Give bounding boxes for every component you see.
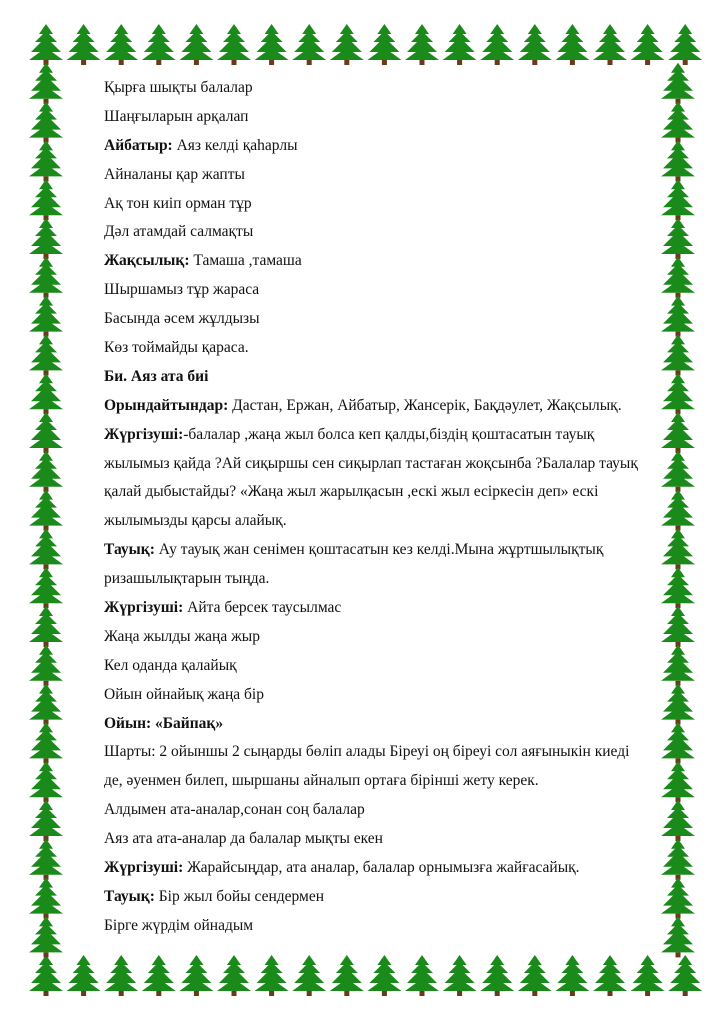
christmas-tree-icon bbox=[29, 722, 63, 763]
text-line bbox=[104, 594, 660, 623]
speaker-label: Би. Аяз ата биі bbox=[104, 367, 209, 385]
speaker-label: Жүргізуші: bbox=[104, 425, 184, 443]
line-text: Айналаны қар жапты bbox=[104, 165, 245, 183]
christmas-tree-icon bbox=[661, 334, 695, 375]
line-text: Аяз келді қаһарлы bbox=[172, 136, 298, 154]
christmas-tree-icon bbox=[330, 24, 364, 65]
christmas-tree-icon bbox=[593, 24, 627, 65]
christmas-tree-icon bbox=[29, 412, 63, 453]
text-line bbox=[104, 247, 660, 276]
text-line bbox=[104, 854, 660, 883]
text-line bbox=[104, 218, 660, 247]
christmas-tree-icon bbox=[29, 684, 63, 725]
christmas-tree-icon bbox=[661, 218, 695, 259]
christmas-tree-icon bbox=[555, 24, 589, 65]
christmas-tree-icon bbox=[661, 490, 695, 531]
christmas-tree-icon bbox=[29, 334, 63, 375]
christmas-tree-icon bbox=[405, 24, 439, 65]
christmas-tree-icon bbox=[518, 955, 552, 996]
line-text: ризашылықтарын тыңда. bbox=[104, 570, 270, 588]
speaker-label: Жүргізуші: bbox=[104, 599, 184, 617]
text-line bbox=[104, 190, 660, 219]
speaker-label: Тауық: bbox=[104, 541, 155, 559]
text-line bbox=[104, 421, 660, 450]
text-line bbox=[104, 565, 660, 594]
speaker-label: Тауық: bbox=[104, 887, 155, 905]
christmas-tree-icon bbox=[29, 955, 63, 996]
line-text: жылымызды қарсы алайық. bbox=[104, 512, 287, 530]
christmas-tree-icon bbox=[443, 24, 477, 65]
text-line bbox=[104, 74, 660, 103]
line-text: жылымыз қайда ?Ай сиқыршы сен сиқырлап тастаған жоқсынба ?Балалар тауық bbox=[104, 454, 638, 472]
line-text: Шаңғыларын арқалап bbox=[104, 107, 249, 125]
christmas-tree-icon bbox=[142, 24, 176, 65]
christmas-tree-icon bbox=[29, 490, 63, 531]
text-line bbox=[104, 132, 660, 161]
christmas-tree-icon bbox=[661, 722, 695, 763]
text-line bbox=[104, 507, 660, 536]
text-line bbox=[104, 363, 660, 392]
christmas-tree-icon bbox=[217, 24, 251, 65]
christmas-tree-icon bbox=[142, 955, 176, 996]
christmas-tree-icon bbox=[480, 955, 514, 996]
christmas-tree-icon bbox=[661, 257, 695, 298]
christmas-tree-icon bbox=[661, 140, 695, 181]
christmas-tree-icon bbox=[255, 955, 289, 996]
christmas-tree-icon bbox=[29, 451, 63, 492]
text-line bbox=[104, 450, 660, 479]
christmas-tree-icon bbox=[29, 878, 63, 919]
christmas-tree-icon bbox=[67, 955, 101, 996]
christmas-tree-icon bbox=[661, 567, 695, 608]
christmas-tree-icon bbox=[29, 218, 63, 259]
christmas-tree-icon bbox=[217, 955, 251, 996]
christmas-tree-icon bbox=[29, 916, 63, 957]
christmas-tree-icon bbox=[29, 528, 63, 569]
text-line bbox=[104, 825, 660, 854]
christmas-tree-icon bbox=[593, 955, 627, 996]
christmas-tree-icon bbox=[29, 296, 63, 337]
christmas-tree-icon bbox=[29, 761, 63, 802]
line-text: де, әуенмен билеп, шыршаны айналып ортаға бірінші жету керек. bbox=[104, 772, 539, 790]
line-text: Ақ тон киіп орман тұр bbox=[104, 194, 252, 212]
christmas-tree-icon bbox=[661, 412, 695, 453]
line-text: Ойын ойнайық жаңа бір bbox=[104, 685, 264, 703]
christmas-tree-icon bbox=[29, 24, 63, 65]
speaker-label: Орындайтындар: bbox=[104, 396, 229, 414]
line-text: Жаңа жылды жаңа жыр bbox=[104, 627, 260, 645]
christmas-tree-icon bbox=[661, 102, 695, 143]
speaker-label: Жүргізуші: bbox=[104, 859, 184, 877]
line-text: -балалар ,жаңа жыл болса кеп қалды,біздің қоштасатын тауық bbox=[183, 425, 595, 443]
line-text: Алдымен ата-аналар,сонан соң балалар bbox=[104, 801, 365, 819]
christmas-tree-icon bbox=[661, 684, 695, 725]
christmas-tree-icon bbox=[661, 63, 695, 104]
christmas-tree-icon bbox=[631, 955, 665, 996]
christmas-tree-icon bbox=[367, 955, 401, 996]
christmas-tree-icon bbox=[255, 24, 289, 65]
christmas-tree-icon bbox=[29, 179, 63, 220]
christmas-tree-icon bbox=[661, 373, 695, 414]
line-text: Кел оданда қалайық bbox=[104, 656, 237, 674]
christmas-tree-icon bbox=[668, 955, 702, 996]
christmas-tree-icon bbox=[29, 606, 63, 647]
text-line bbox=[104, 796, 660, 825]
line-text: Дастан, Ержан, Айбатыр, Жансерік, Бақдәулет, Жақсылық. bbox=[228, 396, 622, 414]
line-text: Бірге жүрдім ойнадым bbox=[104, 916, 254, 934]
christmas-tree-icon bbox=[518, 24, 552, 65]
christmas-tree-icon bbox=[480, 24, 514, 65]
text-line bbox=[104, 710, 660, 739]
christmas-tree-icon bbox=[292, 24, 326, 65]
christmas-tree-icon bbox=[292, 955, 326, 996]
line-text: Ау тауық жан сенімен қоштасатын кез келді.Мына жұртшылықтық bbox=[154, 541, 604, 559]
christmas-tree-icon bbox=[661, 839, 695, 880]
line-text: Шарты: 2 ойыншы 2 сыңарды бөліп алады Біреуі оң біреуі сол аяғыныкін киеді bbox=[104, 743, 630, 761]
christmas-tree-icon bbox=[67, 24, 101, 65]
christmas-tree-icon bbox=[29, 839, 63, 880]
line-text: Дәл атамдай салмақты bbox=[104, 223, 254, 241]
christmas-tree-icon bbox=[668, 24, 702, 65]
line-text: Қырға шықты балалар bbox=[104, 79, 253, 96]
christmas-tree-icon bbox=[661, 916, 695, 957]
christmas-tree-icon bbox=[661, 761, 695, 802]
text-line bbox=[104, 681, 660, 710]
christmas-tree-icon bbox=[29, 645, 63, 686]
christmas-tree-icon bbox=[29, 140, 63, 181]
christmas-tree-icon bbox=[330, 955, 364, 996]
christmas-tree-icon bbox=[29, 800, 63, 841]
text-line bbox=[104, 103, 660, 132]
line-text: Тамаша ,тамаша bbox=[189, 252, 302, 270]
christmas-tree-icon bbox=[29, 102, 63, 143]
christmas-tree-icon bbox=[661, 800, 695, 841]
christmas-tree-icon bbox=[661, 528, 695, 569]
text-line bbox=[104, 392, 660, 421]
christmas-tree-icon bbox=[405, 955, 439, 996]
line-text: Басында әсем жұлдызы bbox=[104, 310, 260, 328]
christmas-tree-icon bbox=[661, 645, 695, 686]
line-text: Бір жыл бойы сендермен bbox=[154, 887, 325, 905]
christmas-tree-icon bbox=[29, 63, 63, 104]
text-line bbox=[104, 536, 660, 565]
christmas-tree-icon bbox=[104, 24, 138, 65]
christmas-tree-icon bbox=[29, 567, 63, 608]
christmas-tree-icon bbox=[443, 955, 477, 996]
speaker-label: Айбатыр: bbox=[104, 136, 173, 154]
line-text: Шыршамыз тұр жараса bbox=[104, 281, 260, 299]
christmas-tree-icon bbox=[29, 373, 63, 414]
christmas-tree-icon bbox=[631, 24, 665, 65]
speaker-label: Ойын: «Байпақ» bbox=[104, 714, 224, 732]
christmas-tree-icon bbox=[555, 955, 589, 996]
text-line bbox=[104, 478, 660, 507]
christmas-tree-icon bbox=[661, 878, 695, 919]
line-text: қалай дыбыстайды? «Жаңа жыл жарылқасын ,ескі жыл есіркесін деп» ескі bbox=[104, 483, 599, 501]
text-line bbox=[104, 912, 660, 941]
text-line bbox=[104, 767, 660, 796]
text-line bbox=[104, 305, 660, 334]
christmas-tree-icon bbox=[661, 606, 695, 647]
text-line bbox=[104, 623, 660, 652]
text-line bbox=[104, 161, 660, 190]
text-line bbox=[104, 334, 660, 363]
christmas-tree-icon bbox=[179, 955, 213, 996]
text-line bbox=[104, 652, 660, 681]
line-text: Айта берсек таусылмас bbox=[183, 599, 342, 617]
line-text: Аяз ата ата-аналар да балалар мықты екен bbox=[104, 830, 383, 848]
christmas-tree-icon bbox=[104, 955, 138, 996]
christmas-tree-icon bbox=[661, 451, 695, 492]
line-text: Көз тоймайды қараса. bbox=[104, 339, 249, 357]
script-text bbox=[104, 74, 660, 941]
christmas-tree-icon bbox=[29, 257, 63, 298]
christmas-tree-icon bbox=[367, 24, 401, 65]
line-text: Жарайсыңдар, ата аналар, балалар орнымызға жайғасайық. bbox=[183, 859, 580, 877]
christmas-tree-icon bbox=[179, 24, 213, 65]
text-line bbox=[104, 738, 660, 767]
text-line bbox=[104, 276, 660, 305]
text-line bbox=[104, 883, 660, 912]
christmas-tree-icon bbox=[661, 179, 695, 220]
speaker-label: Жақсылық: bbox=[104, 252, 190, 270]
christmas-tree-icon bbox=[661, 296, 695, 337]
